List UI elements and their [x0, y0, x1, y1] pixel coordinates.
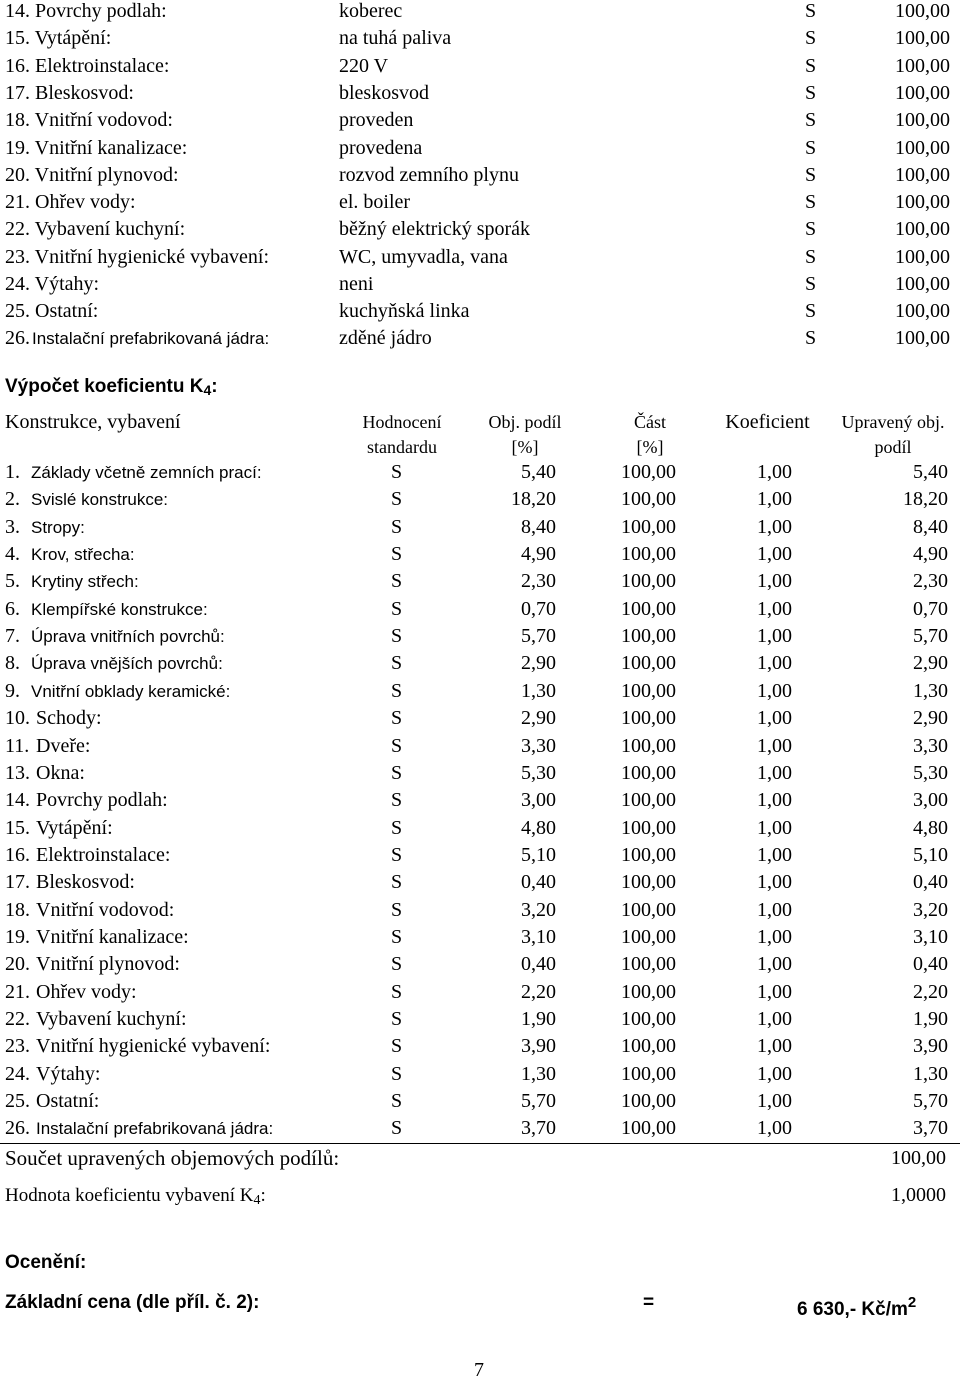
header-coefficient: Koeficient — [725, 411, 810, 433]
row-adjusted-share: 5,40 — [913, 461, 948, 483]
row-volume-share: 0,40 — [521, 953, 556, 976]
row-coefficient: 1,00 — [757, 789, 792, 812]
item-value: koberec — [339, 0, 403, 22]
list-item — [0, 244, 960, 271]
row-label: Úprava vnitřních povrchů: — [31, 627, 225, 647]
row-coefficient: 1,00 — [757, 871, 792, 894]
row-label: Povrchy podlah: — [36, 789, 168, 812]
row-standard: S — [391, 1035, 403, 1058]
row-part: 100,00 — [621, 925, 676, 948]
base-price-row: Základní cena (dle příl. č. 2): = 6 630,- $Kč/m^2$ — [0, 1289, 960, 1316]
item-value: el. boiler — [339, 191, 411, 214]
item-standard: S — [805, 245, 817, 268]
row-standard: S — [391, 816, 403, 839]
table-row — [0, 705, 960, 732]
item-value: zděné jádro — [339, 327, 432, 349]
row-part: 100,00 — [621, 1090, 676, 1113]
row-label: Dveře: — [36, 734, 91, 757]
row-volume-share: 1,30 — [521, 1062, 556, 1085]
item-label: 14. Povrchy podlah: — [5, 0, 167, 22]
item-number: 26. — [5, 327, 30, 349]
row-part: 100,00 — [621, 652, 676, 675]
row-volume-share: 3,90 — [521, 1035, 556, 1058]
row-adjusted-share: 4,90 — [913, 543, 948, 566]
row-label: Vnitřní plynovod: — [36, 953, 180, 976]
row-coefficient: 1,00 — [757, 1035, 792, 1058]
table-row — [0, 596, 960, 623]
row-coefficient: 1,00 — [757, 734, 792, 757]
row-coefficient: 1,00 — [757, 898, 792, 921]
table-row — [0, 1088, 960, 1115]
table-row — [0, 514, 960, 541]
row-adjusted-share: 3,00 — [913, 789, 948, 812]
row-coefficient: 1,00 — [757, 515, 792, 538]
list-item — [0, 107, 960, 134]
row-volume-share: 5,30 — [521, 761, 556, 784]
table-bottom-rule — [0, 1143, 960, 1144]
item-label: 20. Vnitřní plynovod: — [5, 163, 179, 186]
row-label: Ostatní: — [36, 1090, 100, 1113]
item-standard: S — [805, 0, 817, 22]
item-standard: S — [805, 191, 817, 214]
list-item — [0, 135, 960, 162]
item-label: 23. Vnitřní hygienické vybavení: — [5, 245, 270, 268]
row-label: Vybavení kuchyní: — [36, 1008, 187, 1030]
row-coefficient: 1,00 — [757, 953, 792, 976]
row-coefficient: 1,00 — [757, 461, 792, 483]
item-percent: 100,00 — [895, 163, 950, 186]
item-label: 22. Vybavení kuchyní: — [5, 218, 186, 241]
row-coefficient: 1,00 — [757, 1117, 792, 1140]
row-standard: S — [391, 570, 403, 593]
row-volume-share: 4,80 — [521, 816, 556, 839]
row-part: 100,00 — [621, 898, 676, 921]
row-part: 100,00 — [621, 953, 676, 976]
row-label: Úprava vnějších povrchů: — [31, 654, 223, 674]
row-label: Schody: — [36, 707, 102, 730]
item-percent: 100,00 — [895, 27, 950, 50]
sum-value: 100,00 — [891, 1147, 946, 1169]
table-row — [0, 650, 960, 677]
row-number: 1. — [5, 461, 20, 483]
row-part: 100,00 — [621, 461, 676, 483]
row-adjusted-share: 3,30 — [913, 734, 948, 757]
section-title-subscript: 4 — [203, 382, 212, 398]
coefficient-value-row: Hodnota koeficientu vybavení $K_4$: 1,0000 — [5, 1184, 946, 1208]
row-volume-share: 5,70 — [521, 625, 556, 648]
table-row — [0, 924, 960, 951]
header-adjusted-line1: Upravený obj. — [841, 412, 945, 432]
row-volume-share: 1,90 — [521, 1008, 556, 1030]
row-standard: S — [391, 1008, 403, 1030]
row-number: 17. — [5, 871, 30, 894]
item-label: 16. Elektroinstalace: — [5, 54, 170, 77]
table-row — [0, 1061, 960, 1088]
row-label: Základy včetně zemních prací: — [31, 463, 262, 482]
item-label: 21. Ohřev vody: — [5, 191, 136, 214]
item-percent: 100,00 — [895, 191, 950, 214]
row-standard: S — [391, 925, 403, 948]
row-number: 10. — [5, 707, 30, 730]
table-row — [0, 760, 960, 787]
coefficient-value: 1,0000 — [891, 1184, 946, 1206]
row-adjusted-share: 2,90 — [913, 652, 948, 675]
row-adjusted-share: 3,20 — [913, 898, 948, 921]
row-coefficient: 1,00 — [757, 707, 792, 730]
table-row — [0, 623, 960, 650]
item-label: 19. Vnitřní kanalizace: — [5, 136, 188, 159]
row-volume-share: 2,90 — [521, 707, 556, 730]
row-coefficient: 1,00 — [757, 652, 792, 675]
item-value: na tuhá paliva — [339, 27, 452, 50]
row-volume-share: 1,30 — [521, 679, 556, 702]
header-volume-share-line2: [%] — [511, 437, 539, 457]
row-label: Výtahy: — [36, 1062, 101, 1085]
row-standard: S — [391, 515, 403, 538]
list-item — [0, 216, 960, 243]
row-standard: S — [391, 707, 403, 730]
row-coefficient: 1,00 — [757, 980, 792, 1003]
item-percent: 100,00 — [895, 109, 950, 132]
row-coefficient: 1,00 — [757, 816, 792, 839]
item-percent: 100,00 — [895, 327, 950, 349]
row-label: Krov, střecha: — [31, 545, 135, 565]
row-standard: S — [391, 1062, 403, 1085]
row-adjusted-share: 3,10 — [913, 925, 948, 948]
row-number: 21. — [5, 980, 30, 1003]
row-label: Elektroinstalace: — [36, 843, 171, 866]
item-value: proveden — [339, 109, 414, 132]
row-adjusted-share: 8,40 — [913, 515, 948, 538]
row-volume-share: 8,40 — [521, 515, 556, 538]
row-number: 26. — [5, 1117, 30, 1140]
item-label: 17. Bleskosvod: — [5, 81, 134, 104]
item-percent: 100,00 — [895, 81, 950, 104]
row-label: Vnitřní vodovod: — [36, 898, 175, 921]
row-coefficient: 1,00 — [757, 1008, 792, 1030]
item-standard: S — [805, 327, 817, 349]
row-part: 100,00 — [621, 1062, 676, 1085]
row-coefficient: 1,00 — [757, 1090, 792, 1113]
row-volume-share: 4,90 — [521, 543, 556, 566]
item-standard: S — [805, 54, 817, 77]
list-item — [0, 325, 960, 352]
row-part: 100,00 — [621, 597, 676, 620]
row-adjusted-share: 4,80 — [913, 816, 948, 839]
row-label: Krytiny střech: — [31, 572, 139, 592]
section-title: Výpočet koeficientu $K_4$: — [5, 376, 218, 398]
row-adjusted-share: 2,20 — [913, 980, 948, 1003]
header-part-line2: [%] — [636, 437, 664, 457]
row-part: 100,00 — [621, 488, 676, 511]
row-volume-share: 2,30 — [521, 570, 556, 593]
row-part: 100,00 — [621, 1008, 676, 1030]
row-part: 100,00 — [621, 515, 676, 538]
item-label: Instalační prefabrikovaná jádra: — [32, 329, 270, 348]
list-item — [0, 189, 960, 216]
table-row — [0, 1115, 960, 1142]
row-adjusted-share: 5,70 — [913, 1090, 948, 1113]
header-part-line1: Část — [633, 412, 666, 432]
row-number: 14. — [5, 789, 30, 812]
row-coefficient: 1,00 — [757, 925, 792, 948]
row-number: 18. — [5, 898, 30, 921]
row-number: 9. — [5, 679, 20, 702]
header-volume-share-line1: Obj. podíl — [488, 412, 562, 432]
table-row — [0, 979, 960, 1006]
row-number: 5. — [5, 570, 20, 593]
row-part: 100,00 — [621, 871, 676, 894]
row-label: Okna: — [36, 761, 85, 784]
row-adjusted-share: 3,70 — [913, 1117, 948, 1140]
row-standard: S — [391, 597, 403, 620]
section-title-text: Výpočet koeficientu K — [5, 376, 204, 397]
list-item — [0, 0, 960, 25]
item-value: běžný elektrický sporák — [339, 218, 531, 241]
row-part: 100,00 — [621, 679, 676, 702]
row-standard: S — [391, 734, 403, 757]
item-standard: S — [805, 163, 817, 186]
item-label: 15. Vytápění: — [5, 27, 112, 50]
row-standard: S — [391, 488, 403, 511]
row-standard: S — [391, 461, 403, 483]
row-volume-share: 0,70 — [521, 597, 556, 620]
list-item — [0, 80, 960, 107]
row-number: 8. — [5, 652, 20, 675]
page-number-row — [0, 1357, 960, 1384]
row-number: 15. — [5, 816, 30, 839]
equals-sign: = — [643, 1292, 655, 1313]
row-adjusted-share: 2,30 — [913, 570, 948, 593]
row-number: 3. — [5, 515, 20, 538]
item-percent: 100,00 — [895, 54, 950, 77]
row-standard: S — [391, 625, 403, 648]
item-value: provedena — [339, 136, 423, 159]
row-part: 100,00 — [621, 625, 676, 648]
table-row — [0, 842, 960, 869]
item-percent: 100,00 — [895, 0, 950, 22]
row-label: Vytápění: — [36, 816, 113, 839]
page-number: 7 — [474, 1359, 484, 1381]
item-standard: S — [805, 218, 817, 241]
row-adjusted-share: 5,30 — [913, 761, 948, 784]
row-part: 100,00 — [621, 980, 676, 1003]
item-standard: S — [805, 273, 817, 295]
row-standard: S — [391, 1117, 403, 1140]
table-row — [0, 815, 960, 842]
row-standard: S — [391, 898, 403, 921]
item-standard: S — [805, 300, 817, 323]
row-number: 16. — [5, 843, 30, 866]
item-percent: 100,00 — [895, 300, 950, 323]
item-percent: 100,00 — [895, 136, 950, 159]
row-number: 23. — [5, 1035, 30, 1058]
list-item — [0, 53, 960, 80]
table-row — [0, 486, 960, 513]
item-value: kuchyňská linka — [339, 300, 470, 323]
header-standard-line2: standardu — [367, 437, 437, 457]
item-percent: 100,00 — [895, 218, 950, 241]
item-standard: S — [805, 81, 817, 104]
row-adjusted-share: 18,20 — [903, 488, 948, 511]
row-volume-share: 5,10 — [521, 843, 556, 866]
row-coefficient: 1,00 — [757, 1062, 792, 1085]
table-row — [0, 459, 960, 486]
row-adjusted-share: 0,40 — [913, 953, 948, 976]
row-part: 100,00 — [621, 1117, 676, 1140]
table-row — [0, 951, 960, 978]
row-part: 100,00 — [621, 734, 676, 757]
coefficient-value-label: Hodnota koeficientu vybavení K — [5, 1185, 254, 1206]
list-item — [0, 25, 960, 52]
row-number: 4. — [5, 543, 20, 566]
row-volume-share: 2,90 — [521, 652, 556, 675]
row-volume-share: 3,30 — [521, 734, 556, 757]
row-number: 13. — [5, 761, 30, 784]
row-number: 22. — [5, 1008, 30, 1030]
row-label: Vnitřní hygienické vybavení: — [36, 1035, 271, 1058]
header-construction: Konstrukce, vybavení — [5, 411, 181, 433]
row-number: 25. — [5, 1090, 30, 1113]
row-label: Ohřev vody: — [36, 980, 137, 1003]
row-number: 11. — [5, 734, 30, 757]
base-price-value: 6 630,- Kč/m — [797, 1299, 908, 1320]
row-number: 20. — [5, 953, 30, 976]
row-standard: S — [391, 543, 403, 566]
header-standard-line1: Hodnocení — [362, 412, 442, 432]
row-standard: S — [391, 789, 403, 812]
item-value: 220 V — [339, 54, 389, 77]
row-label: Klempířské konstrukce: — [31, 599, 208, 619]
list-item — [0, 162, 960, 189]
row-number: 24. — [5, 1062, 30, 1085]
item-label: 18. Vnitřní vodovod: — [5, 109, 173, 132]
row-volume-share: 18,20 — [511, 488, 556, 511]
row-coefficient: 1,00 — [757, 761, 792, 784]
table-row — [0, 568, 960, 595]
row-adjusted-share: 1,30 — [913, 679, 948, 702]
list-item — [0, 298, 960, 325]
row-part: 100,00 — [621, 789, 676, 812]
row-part: 100,00 — [621, 816, 676, 839]
row-volume-share: 2,20 — [521, 980, 556, 1003]
row-standard: S — [391, 652, 403, 675]
row-volume-share: 3,10 — [521, 925, 556, 948]
row-adjusted-share: 5,10 — [913, 843, 948, 866]
item-value: neni — [339, 273, 374, 295]
row-coefficient: 1,00 — [757, 570, 792, 593]
row-adjusted-share: 0,70 — [913, 597, 948, 620]
sum-label: Součet upravených objemových podílů: — [5, 1146, 340, 1170]
item-value: rozvod zemního plynu — [339, 163, 519, 186]
row-coefficient: 1,00 — [757, 488, 792, 511]
row-number: 7. — [5, 625, 20, 648]
row-adjusted-share: 3,90 — [913, 1035, 948, 1058]
row-part: 100,00 — [621, 570, 676, 593]
header-adjusted-line2: podíl — [874, 437, 912, 457]
row-coefficient: 1,00 — [757, 625, 792, 648]
valuation-title-row — [0, 1249, 960, 1276]
row-volume-share: 3,00 — [521, 789, 556, 812]
row-part: 100,00 — [621, 543, 676, 566]
row-adjusted-share: 2,90 — [913, 707, 948, 730]
row-volume-share: 3,70 — [521, 1117, 556, 1140]
row-adjusted-share: 5,70 — [913, 625, 948, 648]
row-volume-share: 5,40 — [521, 461, 556, 483]
row-adjusted-share: 0,40 — [913, 871, 948, 894]
row-part: 100,00 — [621, 761, 676, 784]
table-row — [0, 733, 960, 760]
row-label: Instalační prefabrikovaná jádra: — [36, 1119, 274, 1139]
row-standard: S — [391, 679, 403, 702]
row-label: Stropy: — [31, 517, 85, 537]
base-price-label: Základní cena (dle příl. č. 2): — [5, 1292, 260, 1313]
row-standard: S — [391, 871, 403, 894]
row-standard: S — [391, 980, 403, 1003]
table-row — [0, 1006, 960, 1033]
row-adjusted-share: 1,30 — [913, 1062, 948, 1085]
row-number: 19. — [5, 925, 30, 948]
item-standard: S — [805, 136, 817, 159]
row-standard: S — [391, 1090, 403, 1113]
row-volume-share: 3,20 — [521, 898, 556, 921]
row-part: 100,00 — [621, 707, 676, 730]
valuation-title: Ocenění: — [5, 1252, 87, 1273]
table-row — [0, 787, 960, 814]
item-percent: 100,00 — [895, 245, 950, 268]
row-label: Bleskosvod: — [36, 871, 135, 894]
item-value: WC, umyvadla, vana — [339, 245, 508, 268]
table-row — [0, 1033, 960, 1060]
row-standard: S — [391, 843, 403, 866]
row-number: 6. — [5, 597, 20, 620]
row-standard: S — [391, 761, 403, 784]
item-label: 25. Ostatní: — [5, 300, 99, 323]
row-label: Svislé konstrukce: — [31, 490, 168, 510]
row-coefficient: 1,00 — [757, 843, 792, 866]
table-row — [0, 869, 960, 896]
row-label: Vnitřní obklady keramické: — [31, 681, 231, 701]
list-item — [0, 271, 960, 298]
row-coefficient: 1,00 — [757, 679, 792, 702]
row-part: 100,00 — [621, 843, 676, 866]
row-part: 100,00 — [621, 1035, 676, 1058]
item-standard: S — [805, 109, 817, 132]
row-coefficient: 1,00 — [757, 597, 792, 620]
row-standard: S — [391, 953, 403, 976]
item-percent: 100,00 — [895, 273, 950, 295]
sum-row — [0, 1145, 960, 1172]
item-standard: S — [805, 27, 817, 50]
row-volume-share: 5,70 — [521, 1090, 556, 1113]
item-label: 24. Výtahy: — [5, 273, 100, 295]
row-coefficient: 1,00 — [757, 543, 792, 566]
row-number: 2. — [5, 488, 20, 511]
table-row — [0, 678, 960, 705]
row-adjusted-share: 1,90 — [913, 1008, 948, 1030]
row-volume-share: 0,40 — [521, 871, 556, 894]
table-row — [0, 541, 960, 568]
item-value: bleskosvod — [339, 81, 429, 104]
table-row — [0, 897, 960, 924]
row-label: Vnitřní kanalizace: — [36, 925, 189, 948]
